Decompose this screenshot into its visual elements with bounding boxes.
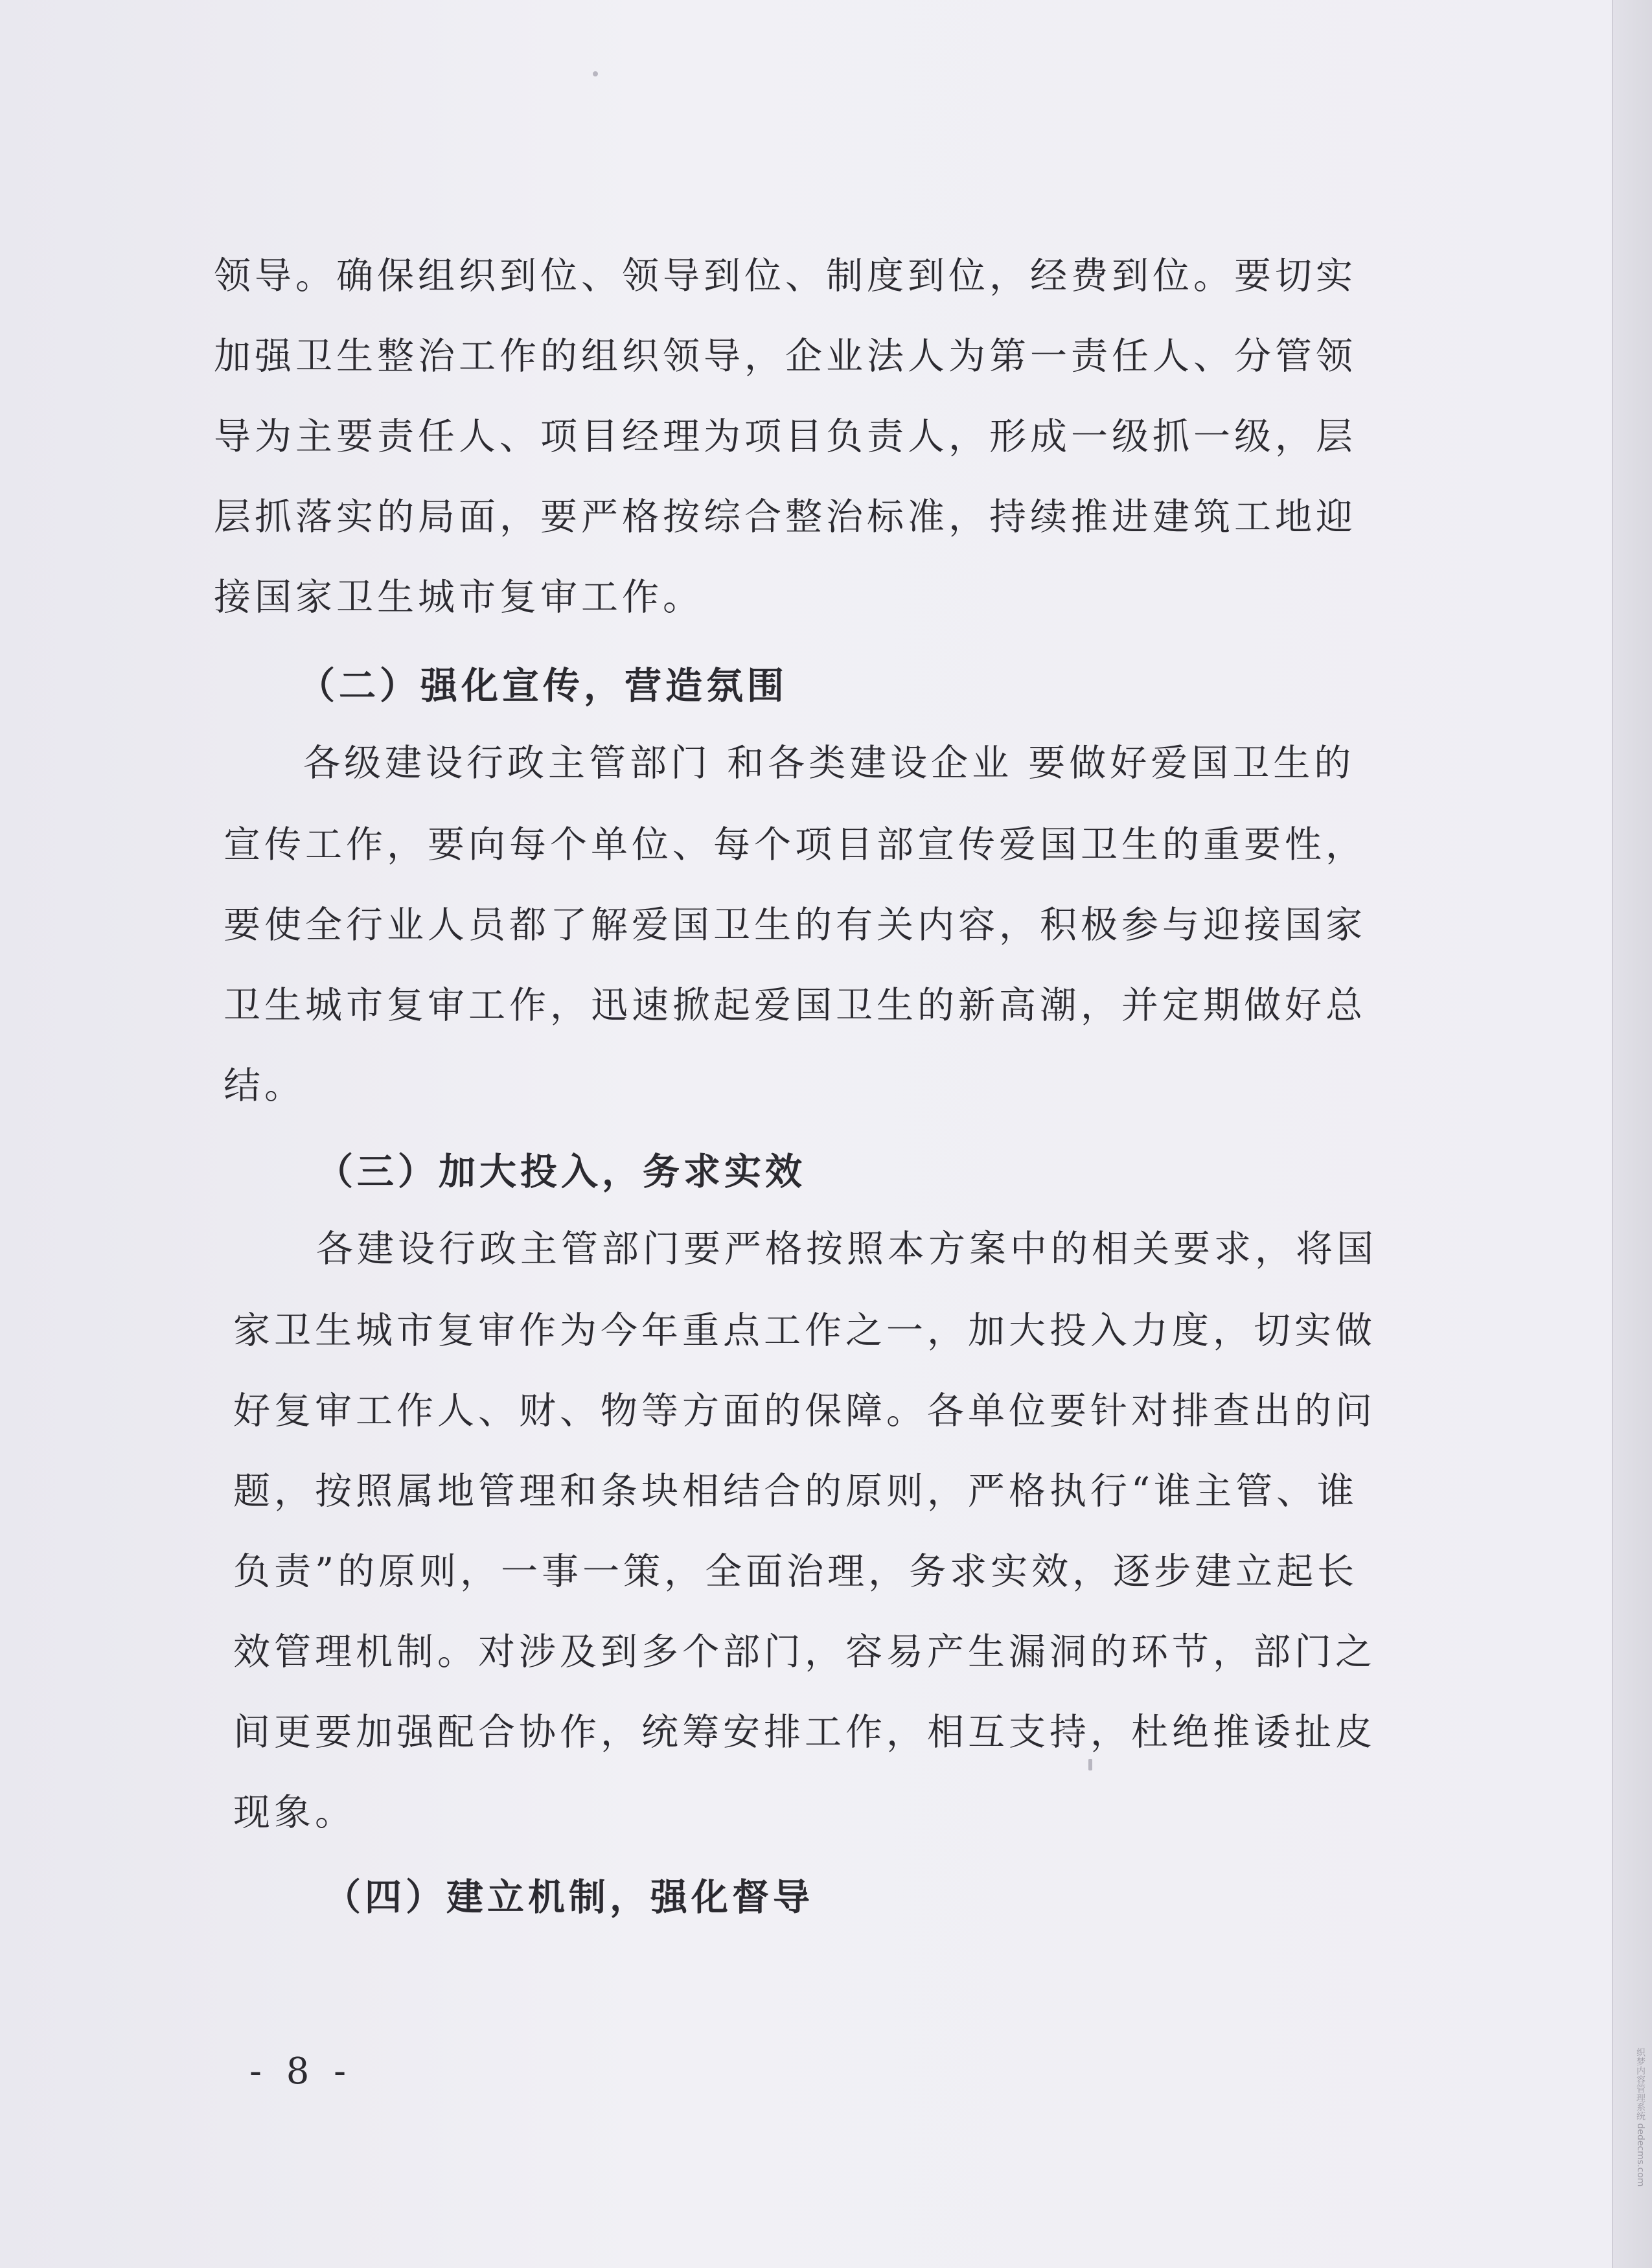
body-line: 现象。: [233, 1791, 356, 1834]
side-watermark: 织梦内容管理系统 dedecms.com: [1635, 2048, 1646, 2187]
body-line: 领导。确保组织到位、领导到位、制度到位，经费到位。要切实: [214, 255, 1357, 297]
body-line: 题，按照属地管理和条块相结合的原则，严格执行“谁主管、谁: [233, 1470, 1359, 1513]
body-line: 结。: [224, 1064, 305, 1107]
body-line: 层抓落实的局面，要严格按综合整治标准，持续推进建筑工地迎: [214, 496, 1357, 538]
body-line: 接国家卫生城市复审工作。: [214, 576, 704, 619]
scan-speck: [1088, 1759, 1092, 1770]
body-line: 好复审工作人、财、物等方面的保障。各单位要针对排查出的问: [233, 1390, 1376, 1432]
page-number: - 8 -: [249, 2050, 353, 2092]
body-line: 要使全行业人员都了解爱国卫生的有关内容，积极参与迎接国家: [224, 904, 1366, 946]
scanner-edge: [1612, 0, 1652, 2268]
body-line: 负责”的原则，一事一策，全面治理，务求实效，逐步建立起长: [233, 1550, 1359, 1593]
section-heading: （三）加大投入，务求实效: [316, 1150, 806, 1193]
section-heading: （二）强化宣传，营造氛围: [298, 664, 788, 707]
scan-speck: [593, 71, 598, 76]
body-line: 各级建设行政主管部门 和各类建设企业 要做好爱国卫生的: [303, 742, 1355, 785]
body-line: 宣传工作，要向每个单位、每个项目部宣传爱国卫生的重要性，: [224, 823, 1366, 866]
body-line: 卫生城市复审工作，迅速掀起爱国卫生的新高潮，并定期做好总: [224, 984, 1366, 1027]
body-line: 导为主要责任人、项目经理为项目负责人，形成一级抓一级，层: [214, 415, 1357, 458]
section-heading: （四）建立机制，强化督导: [324, 1875, 814, 1919]
body-line: 家卫生城市复审作为今年重点工作之一，加大投入力度，切实做: [233, 1309, 1376, 1352]
body-line: 效管理机制。对涉及到多个部门，容易产生漏洞的环节，部门之: [233, 1631, 1376, 1673]
body-line: 间更要加强配合协作，统筹安排工作，相互支持，杜绝推诿扯皮: [233, 1711, 1376, 1754]
body-line: 加强卫生整治工作的组织领导，企业法人为第一责任人、分管领: [214, 335, 1357, 378]
body-line: 各建设行政主管部门要严格按照本方案中的相关要求，将国: [316, 1228, 1377, 1270]
